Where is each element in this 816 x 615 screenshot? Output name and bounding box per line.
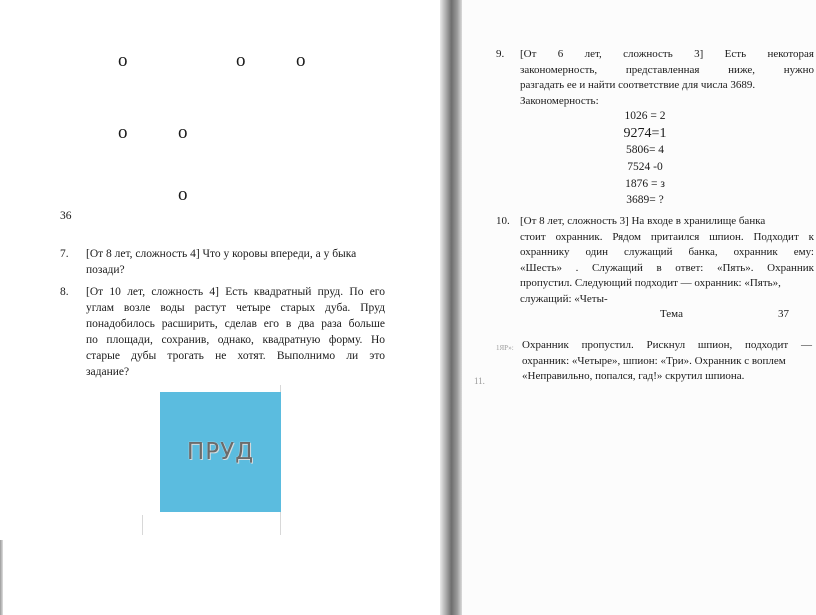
right-page [462, 0, 816, 615]
text-line: позади? [86, 264, 125, 276]
sequence-line: 5806= 4 [625, 144, 665, 156]
text-line: Охранник пропустил. Рискнул шпион, подходит — [522, 339, 812, 351]
sequence-line: 7524 -0 [627, 161, 663, 173]
problem-text [520, 47, 814, 109]
number-sequence [602, 110, 688, 210]
pond-label: ПРУД [186, 439, 255, 465]
text-line: стоит охранник. Рядом притаился шпион. Подходит к [520, 230, 814, 243]
text-line: [От 8 лет, сложность 3] На входе в хранилище банка [520, 215, 766, 227]
text-line: служащий: «Четы- [520, 292, 608, 305]
sequence-line: 9274=1 [623, 126, 667, 141]
pond-picture [160, 392, 281, 512]
problem-number: 10. [496, 215, 510, 227]
problem-number: 9. [496, 48, 505, 60]
text-line: [От 8 лет, сложность 4] Что у коровы впереди, а у быка [86, 248, 357, 260]
footer-label: Тема [660, 308, 683, 320]
text-line: задание? [86, 366, 130, 378]
text-line: охраннику один служащий банка, охранник ему: [520, 246, 814, 258]
margin-mark: 11. [474, 376, 485, 386]
book-gutter [440, 0, 462, 615]
page-number: 36 [60, 210, 72, 222]
text-line: разгадать ее и найти соответствие для числа 3689. [520, 79, 756, 91]
text-line: закономерность, представленная ниже, нужно [520, 63, 814, 76]
circle-mark: o [236, 50, 246, 71]
text-line: Закономерность: [520, 94, 599, 107]
sequence-line: 1876 = з [625, 178, 665, 190]
problem-text [520, 214, 814, 307]
frame-edge [142, 515, 143, 535]
text-line: «Неправильно, попался, гад!» скрутил шпиона. [522, 370, 745, 382]
sequence-line: 1026 = 2 [624, 110, 666, 122]
circle-mark: o [296, 50, 306, 71]
sequence-line: 3689= ? [626, 194, 664, 206]
text-line: [От 10 лет, сложность 4] Есть квадратный пруд. По его [86, 286, 385, 298]
page-number: 37 [778, 308, 789, 320]
text-line: охранник: «Четыре», шпион: «Три». Охранник с воплем [522, 354, 786, 367]
problem-number: 8. [60, 286, 69, 298]
problem-text [86, 246, 385, 278]
text-line: [От 6 лет, сложность 3] Есть некоторая [520, 48, 814, 60]
text-line: по площади, сохранив, однако, квадратную форму. Но [86, 334, 385, 346]
margin-mark: 1ЯР»: [496, 344, 514, 352]
circle-mark: o [118, 122, 128, 143]
problem-7 [60, 246, 385, 280]
problem-8 [60, 284, 385, 382]
continuation-text [522, 338, 812, 385]
page-edge-shadow [0, 540, 3, 615]
problem-text [86, 284, 385, 380]
problem-number: 7. [60, 248, 69, 260]
text-line: старые дубы трогать не хотят. Выполнимо ли это [86, 350, 385, 362]
text-line: понадобилось расширить, сделав его в два раза больше [86, 318, 385, 330]
circle-mark: o [178, 122, 188, 143]
circle-mark: o [178, 184, 188, 205]
text-line: углам возле воды растут четыре старых дуба. Пруд [86, 302, 385, 314]
text-line: пропустил. Следующий подходит — охранник: «Пять», [520, 277, 781, 289]
circle-mark: o [118, 50, 128, 71]
text-line: «Шесть» . Служащий в ответ: «Пять». Охранник [520, 261, 814, 274]
